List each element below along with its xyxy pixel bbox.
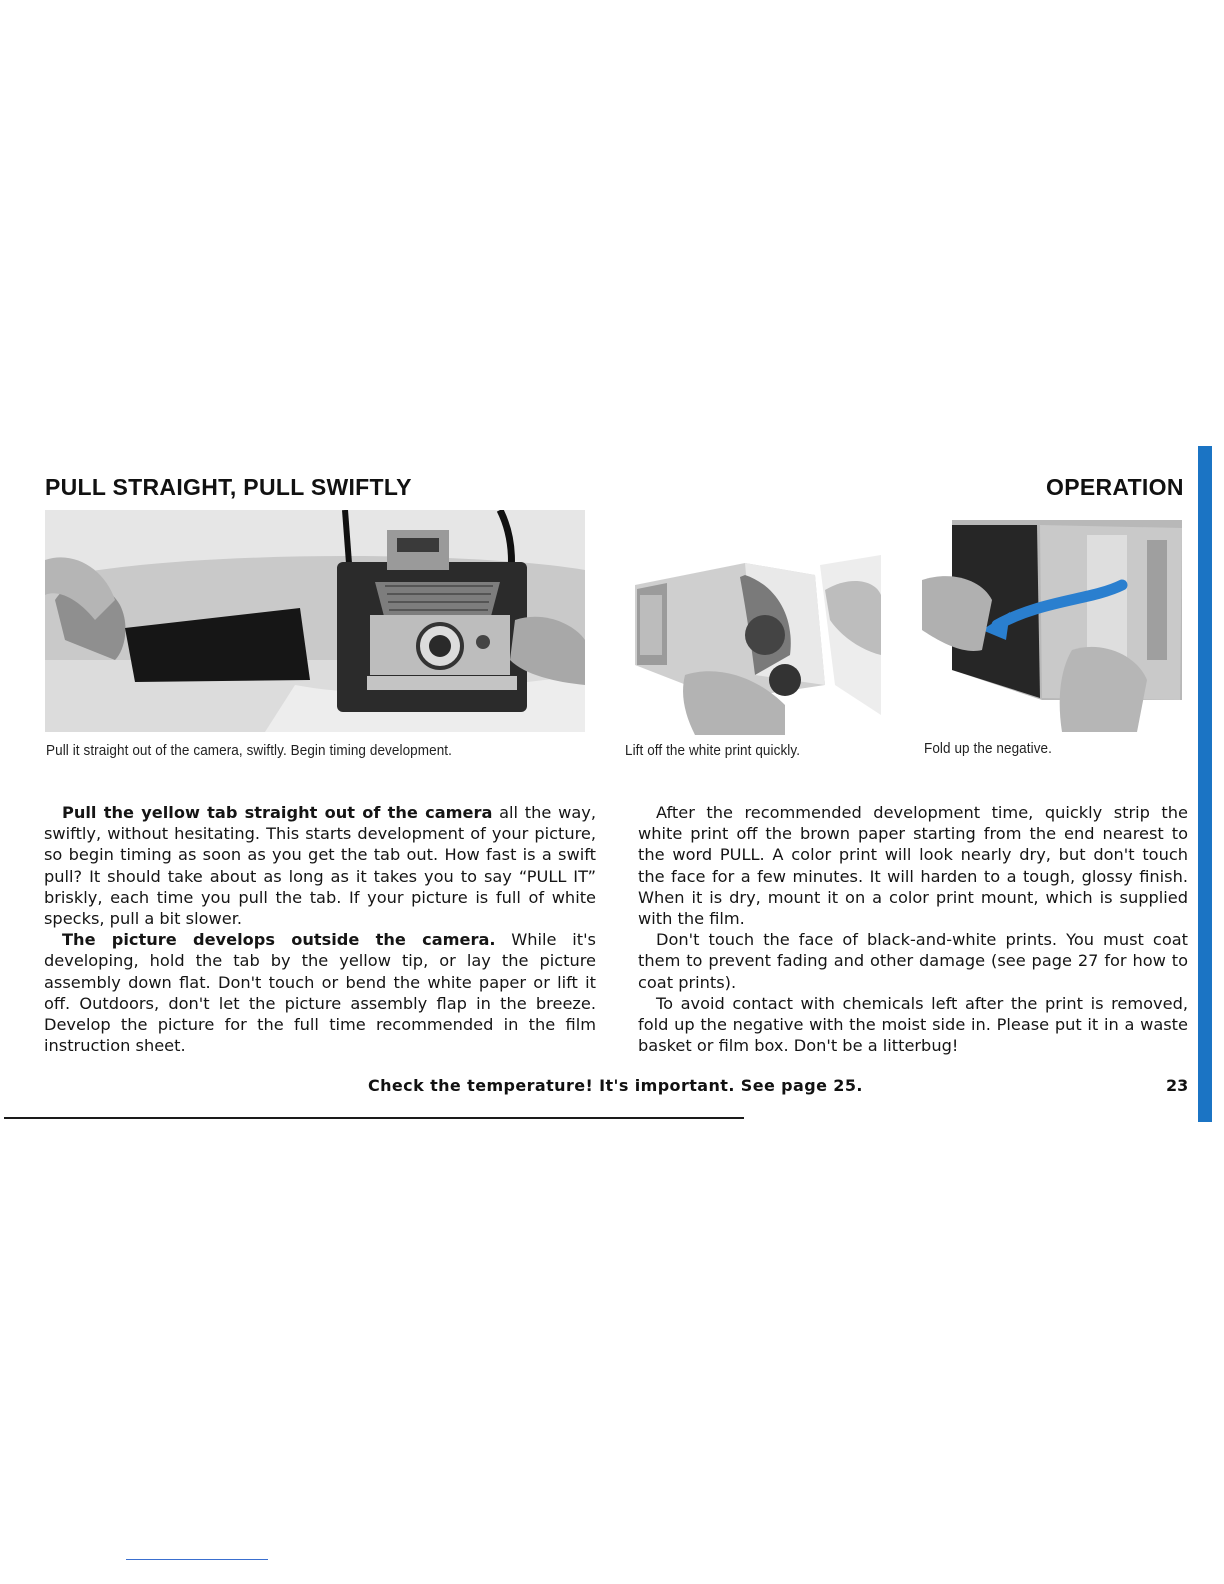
paragraph-pull-tab bbox=[44, 802, 596, 929]
section-title: OPERATION bbox=[1046, 474, 1184, 500]
bottom-rule bbox=[4, 1117, 744, 1119]
footer-note: Check the temperature! It's important. See page 25. bbox=[368, 1076, 863, 1095]
section-edge-tab bbox=[1198, 446, 1212, 1122]
right-column-text bbox=[638, 802, 1188, 1056]
paragraph-dispose-negative: To avoid contact with chemicals left after the print is removed, fold up the negative with the moist side in. Please put it in a waste basket or film box. Don't be a litterbug! bbox=[638, 993, 1188, 1056]
figure-caption-2: Lift off the white print quickly. bbox=[625, 742, 801, 759]
lift-print-photo bbox=[625, 515, 881, 735]
paragraph-coat-prints: Don't touch the face of black-and-white prints. You must coat them to prevent fading and other damage (see page 27 for how to coat prints). bbox=[638, 930, 1188, 992]
paragraph-strip-print: After the recommended development time, quickly strip the white print off the brown paper starting from the end nearest to the word PULL. A color print will look nearly dry, but don't touch the face for a few minutes. It will harden to a tough, glossy finish. When it is dry, mount it on a color print mount, which is supplied with the film. bbox=[638, 803, 1188, 929]
camera-pull-photo bbox=[45, 510, 585, 732]
figure-caption-3: Fold up the negative. bbox=[924, 740, 1052, 757]
page-title: PULL STRAIGHT, PULL SWIFTLY bbox=[45, 474, 412, 500]
fold-negative-photo bbox=[922, 520, 1182, 732]
paragraph-lead-bold: The picture develops outside the camera. bbox=[62, 930, 496, 950]
paragraph-develops-outside bbox=[44, 929, 596, 1056]
figure-caption-1: Pull it straight out of the camera, swiftly. Begin timing development. bbox=[46, 742, 452, 759]
paragraph-body: While it's developing, hold the tab by the yellow tip, or lay the picture assembly down flat. Don't touch or bend the white paper or lift it off. Outdoors, don't let the picture assembly flap in the breeze. Develop the picture for the full time recommended in the film instruction sheet. bbox=[44, 930, 596, 1056]
paragraph-body: all the way, swiftly, without hesitating. This starts development of your picture, so begin timing as soon as you get the tab out. How fast is a swift pull? It should take about as long as it takes you to say “PULL IT” briskly, each time you pull the tab. If your picture is full of white specks, pull a bit slower. bbox=[44, 803, 596, 929]
paragraph-lead-bold: Pull the yellow tab straight out of the camera bbox=[62, 803, 493, 822]
footnote-rule bbox=[126, 1559, 268, 1560]
page-number: 23 bbox=[1166, 1076, 1189, 1095]
left-column-text bbox=[44, 802, 596, 1056]
